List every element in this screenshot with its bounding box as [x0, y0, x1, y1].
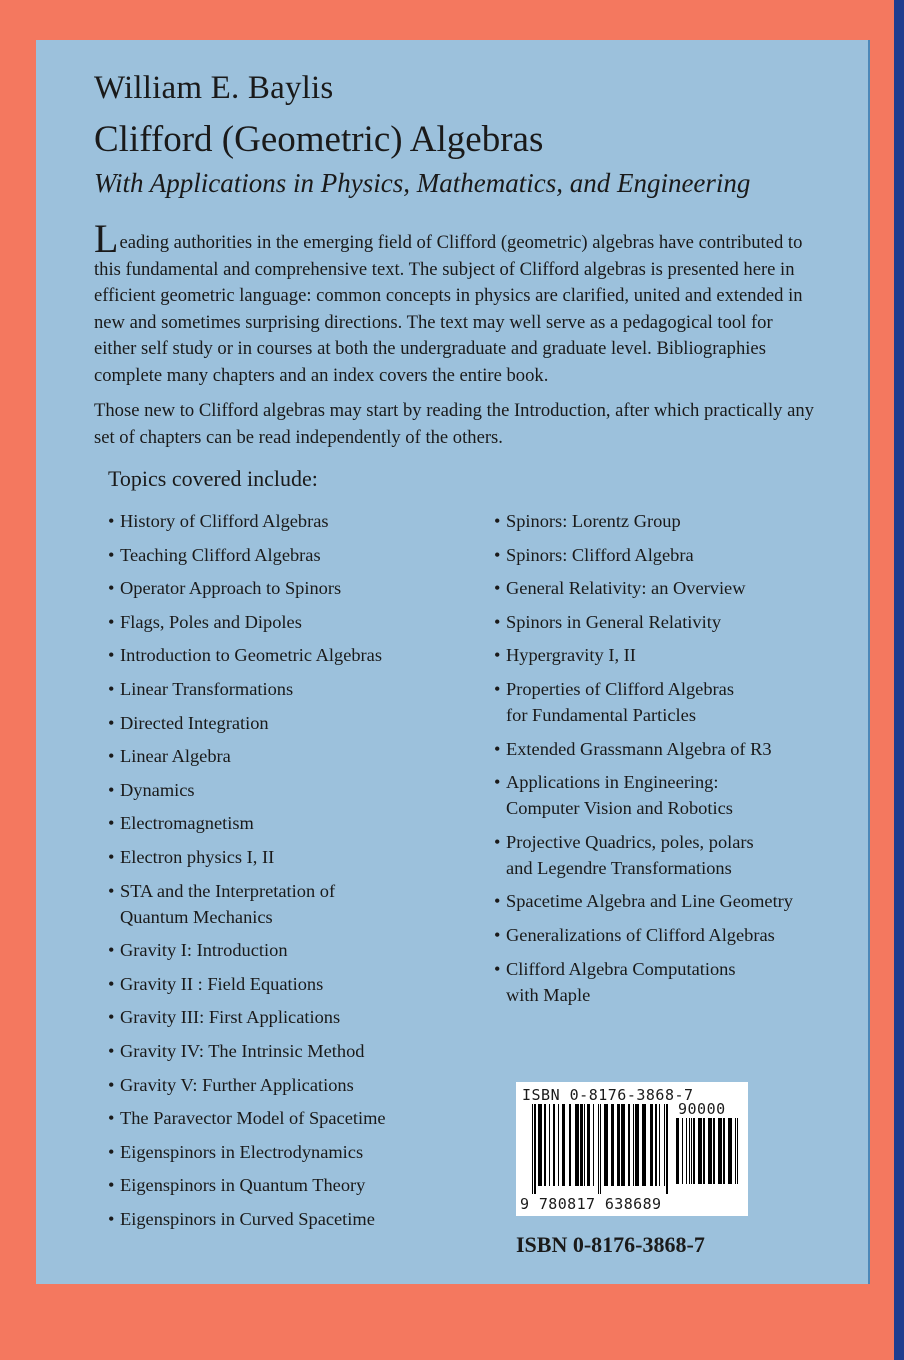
topic-item — [494, 922, 824, 948]
topic-item — [108, 1139, 458, 1165]
bullet-icon: • — [108, 846, 115, 867]
topic-text: Gravity I: Introduction — [120, 940, 288, 961]
topic-text: STA and the Interpretation of Quantum Mechanics — [120, 880, 336, 927]
topic-item — [108, 609, 458, 635]
bullet-icon: • — [494, 891, 501, 912]
spine-edge — [894, 0, 904, 1360]
bullet-icon: • — [108, 1108, 115, 1129]
bullet-icon: • — [108, 712, 115, 733]
topic-item — [108, 642, 458, 668]
book-description — [94, 216, 814, 451]
topics-list-left — [108, 508, 458, 1239]
topic-text: Linear Transformations — [120, 678, 294, 699]
bullet-icon: • — [108, 973, 115, 994]
topic-text: Introduction to Geometric Algebras — [120, 645, 382, 666]
topic-text: Properties of Clifford Algebras for Fundamental Particles — [506, 678, 734, 725]
bullet-icon: • — [108, 1208, 115, 1229]
topic-item — [494, 769, 824, 821]
topic-text: Clifford Algebra Computations with Maple — [506, 958, 736, 1005]
bullet-icon: • — [108, 779, 115, 800]
bullet-icon: • — [494, 578, 501, 599]
topic-item — [108, 575, 458, 601]
bullet-icon: • — [108, 940, 115, 961]
bullet-icon: • — [108, 1007, 115, 1028]
bullet-icon: • — [108, 1141, 115, 1162]
topic-text: Applications in Engineering: Computer Vision and Robotics — [506, 772, 733, 819]
book-title: Clifford (Geometric) Algebras — [94, 119, 544, 160]
topic-text: Electron physics I, II — [120, 846, 275, 867]
topic-item — [494, 508, 824, 534]
topic-text: Gravity IV: The Intrinsic Method — [120, 1040, 365, 1061]
topic-item — [108, 1072, 458, 1098]
bullet-icon: • — [494, 958, 501, 979]
topic-item — [108, 710, 458, 736]
barcode — [516, 1082, 748, 1216]
topic-text: Projective Quadrics, poles, polars and Legendre Transformations — [506, 831, 754, 878]
topic-item — [108, 878, 458, 930]
back-cover-panel — [36, 40, 870, 1284]
bullet-icon: • — [108, 746, 115, 767]
bullet-icon: • — [108, 645, 115, 666]
bullet-icon: • — [494, 772, 501, 793]
topic-item — [108, 937, 458, 963]
topic-text: Directed Integration — [120, 712, 269, 733]
bullet-icon: • — [108, 813, 115, 834]
ean-barcode-bars — [532, 1104, 668, 1194]
topic-text: Gravity V: Further Applications — [120, 1074, 354, 1095]
bullet-icon: • — [494, 645, 501, 666]
bullet-icon: • — [108, 1175, 115, 1196]
topic-item — [494, 888, 824, 914]
topic-item — [108, 1004, 458, 1030]
topic-text: Hypergravity I, II — [506, 645, 636, 666]
topic-text: Spinors: Clifford Algebra — [506, 544, 694, 565]
topic-item — [108, 508, 458, 534]
topic-item — [494, 642, 824, 668]
topic-text: The Paravector Model of Spacetime — [120, 1108, 386, 1129]
description-paragraph-2: Those new to Clifford algebras may start by reading the Introduction, after which practically any set of chapters can be read independently of the others. — [94, 400, 814, 448]
topic-item — [108, 1206, 458, 1232]
topic-text: History of Clifford Algebras — [120, 511, 329, 531]
topic-item — [494, 676, 824, 728]
topics-heading: Topics covered include: — [108, 466, 318, 491]
bullet-icon: • — [108, 678, 115, 699]
bullet-icon: • — [108, 880, 115, 901]
bullet-icon: • — [108, 544, 115, 565]
bullet-icon: • — [494, 924, 501, 945]
topic-text: Gravity III: First Applications — [120, 1007, 341, 1028]
bullet-icon: • — [494, 738, 501, 759]
topic-text: Eigenspinors in Curved Spacetime — [120, 1208, 375, 1229]
topic-text: Generalizations of Clifford Algebras — [506, 924, 775, 945]
addon-barcode-bars — [676, 1118, 738, 1192]
topic-item — [108, 1105, 458, 1131]
topic-item — [108, 1038, 458, 1064]
topic-text: Extended Grassmann Algebra of R3 — [506, 738, 772, 759]
book-subtitle: With Applications in Physics, Mathematics, and Engineering — [94, 168, 751, 198]
topic-item — [108, 777, 458, 803]
topic-item — [108, 1172, 458, 1198]
topic-text: Flags, Poles and Dipoles — [120, 611, 302, 632]
topic-item — [108, 542, 458, 568]
topic-text: Spinors in General Relativity — [506, 611, 722, 632]
description-paragraph-1 — [94, 216, 814, 389]
bullet-icon: • — [494, 678, 501, 699]
topic-item — [108, 971, 458, 997]
bullet-icon: • — [494, 511, 501, 531]
topic-text: Operator Approach to Spinors — [120, 578, 342, 599]
topic-item — [494, 575, 824, 601]
topic-text: Spinors: Lorentz Group — [506, 511, 681, 531]
description-paragraph-1-text: eading authorities in the emerging field of Clifford (geometric) algebras have contributed to this fundamental and comprehensive text. The subject of Clifford algebras is presented here in efficient geometric language: common concepts in physics are clarified, united and extended in new and sometimes surprising directions. The text may well serve as a pedagogical tool for either self study or in courses at both the undergraduate and graduate level. Bibliographies complete many chapters and an index covers the entire book. — [94, 232, 803, 386]
topic-item — [494, 829, 824, 881]
topic-text: Spacetime Algebra and Line Geometry — [506, 891, 793, 912]
topic-text: Gravity II : Field Equations — [120, 973, 324, 994]
isbn-number: ISBN 0-8176-3868-7 — [516, 1232, 705, 1257]
topic-text: Teaching Clifford Algebras — [120, 544, 321, 565]
bullet-icon: • — [108, 1074, 115, 1095]
topic-item — [494, 609, 824, 635]
topics-list-right — [494, 508, 824, 1015]
bullet-icon: • — [108, 611, 115, 632]
bullet-icon: • — [494, 831, 501, 852]
topic-item — [494, 956, 824, 1008]
topic-text: Eigenspinors in Electrodynamics — [120, 1141, 364, 1162]
topic-item — [108, 676, 458, 702]
topic-item — [108, 844, 458, 870]
bullet-icon: • — [494, 544, 501, 565]
bullet-icon: • — [108, 1040, 115, 1061]
topic-item — [494, 736, 824, 762]
topic-text: Electromagnetism — [120, 813, 254, 834]
barcode-price-code: 90000 — [678, 1100, 726, 1118]
bullet-icon: • — [494, 611, 501, 632]
barcode-isbn-label: ISBN 0-8176-3868-7 — [522, 1086, 694, 1104]
topic-text: Eigenspinors in Quantum Theory — [120, 1175, 366, 1196]
topic-item — [494, 542, 824, 568]
barcode-ean-digits: 9 780817 638689 — [520, 1195, 662, 1213]
author-name: William E. Baylis — [94, 70, 334, 106]
drop-cap: L — [94, 216, 119, 261]
topic-item — [108, 743, 458, 769]
bullet-icon: • — [108, 511, 115, 531]
topic-text: General Relativity: an Overview — [506, 578, 746, 599]
topic-text: Dynamics — [120, 779, 195, 800]
topic-item — [108, 810, 458, 836]
bullet-icon: • — [108, 578, 115, 599]
topic-text: Linear Algebra — [120, 746, 231, 767]
